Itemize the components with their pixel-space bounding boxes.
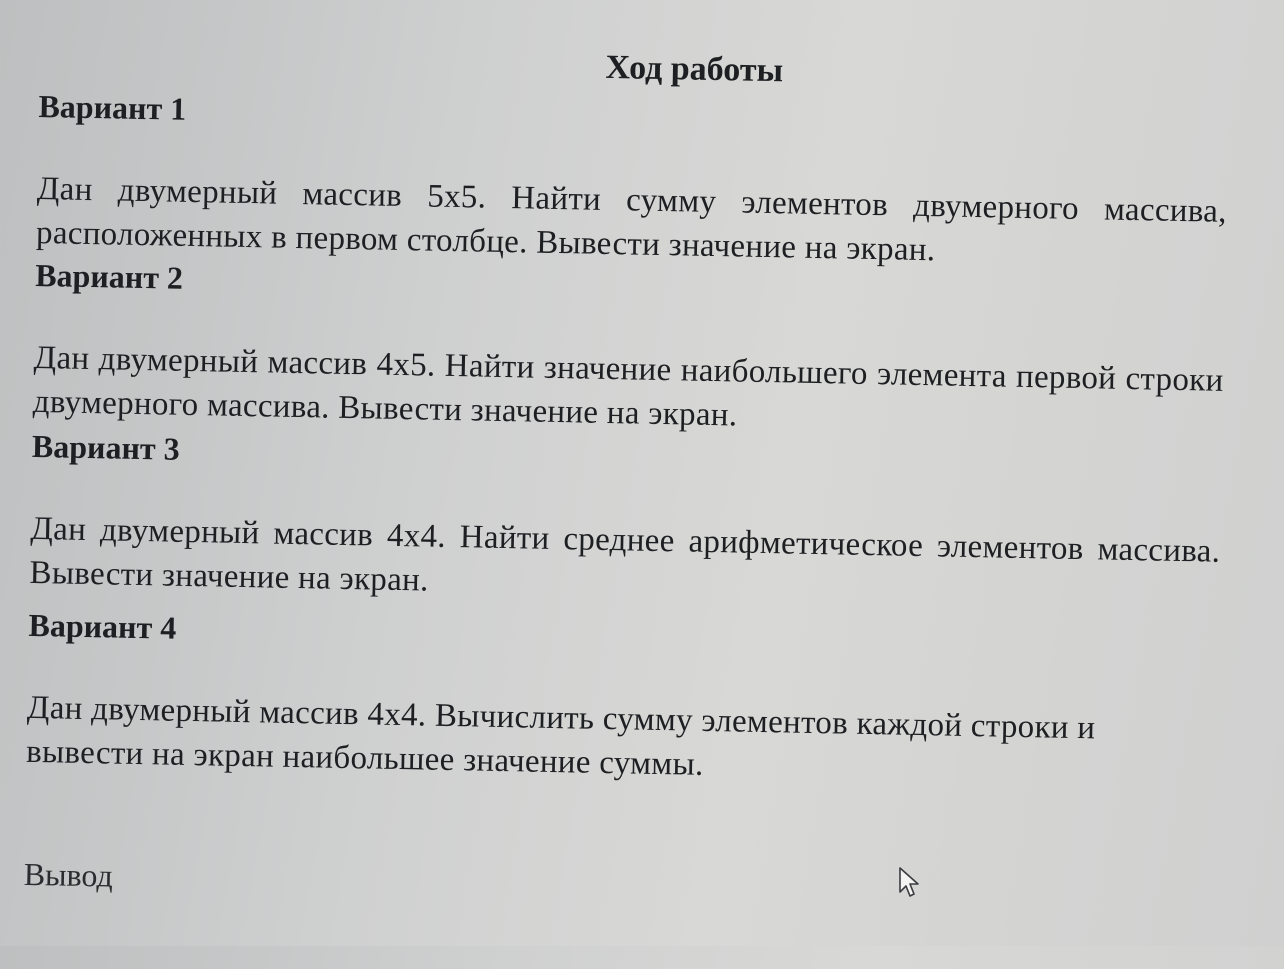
variant-4-heading: Вариант 4 — [28, 606, 177, 646]
variant-1-text: Дан двумерный массив 5х5. Найти сумму элементов двумерного массива, расположенных в первом столбце. Вывести значение на экран. — [35, 170, 1228, 269]
document-title: Ход работы — [605, 48, 784, 90]
mouse-pointer-icon — [898, 866, 922, 898]
conclusion-heading: Вывод — [23, 855, 114, 894]
variant-4-text: Дан двумерный массив 4х4. Вычислить сумму элементов каждой строки и вывести на экран наибольшее значение суммы. — [25, 689, 1096, 783]
variant-2-heading: Вариант 2 — [34, 256, 184, 296]
variant-2-text: Дан двумерный массив 4х5. Найти значение наибольшего элемента первой строки двумерного массива. Вывести значение на экран. — [32, 339, 1224, 434]
variant-1-heading: Вариант 1 — [38, 87, 187, 127]
document-page — [22, 30, 1229, 969]
variant-3-heading: Вариант 3 — [31, 427, 181, 467]
variant-3-text: Дан двумерный массив 4х4. Найти среднее арифметическое элементов массива. Вывести значение на экран. — [29, 510, 1221, 599]
